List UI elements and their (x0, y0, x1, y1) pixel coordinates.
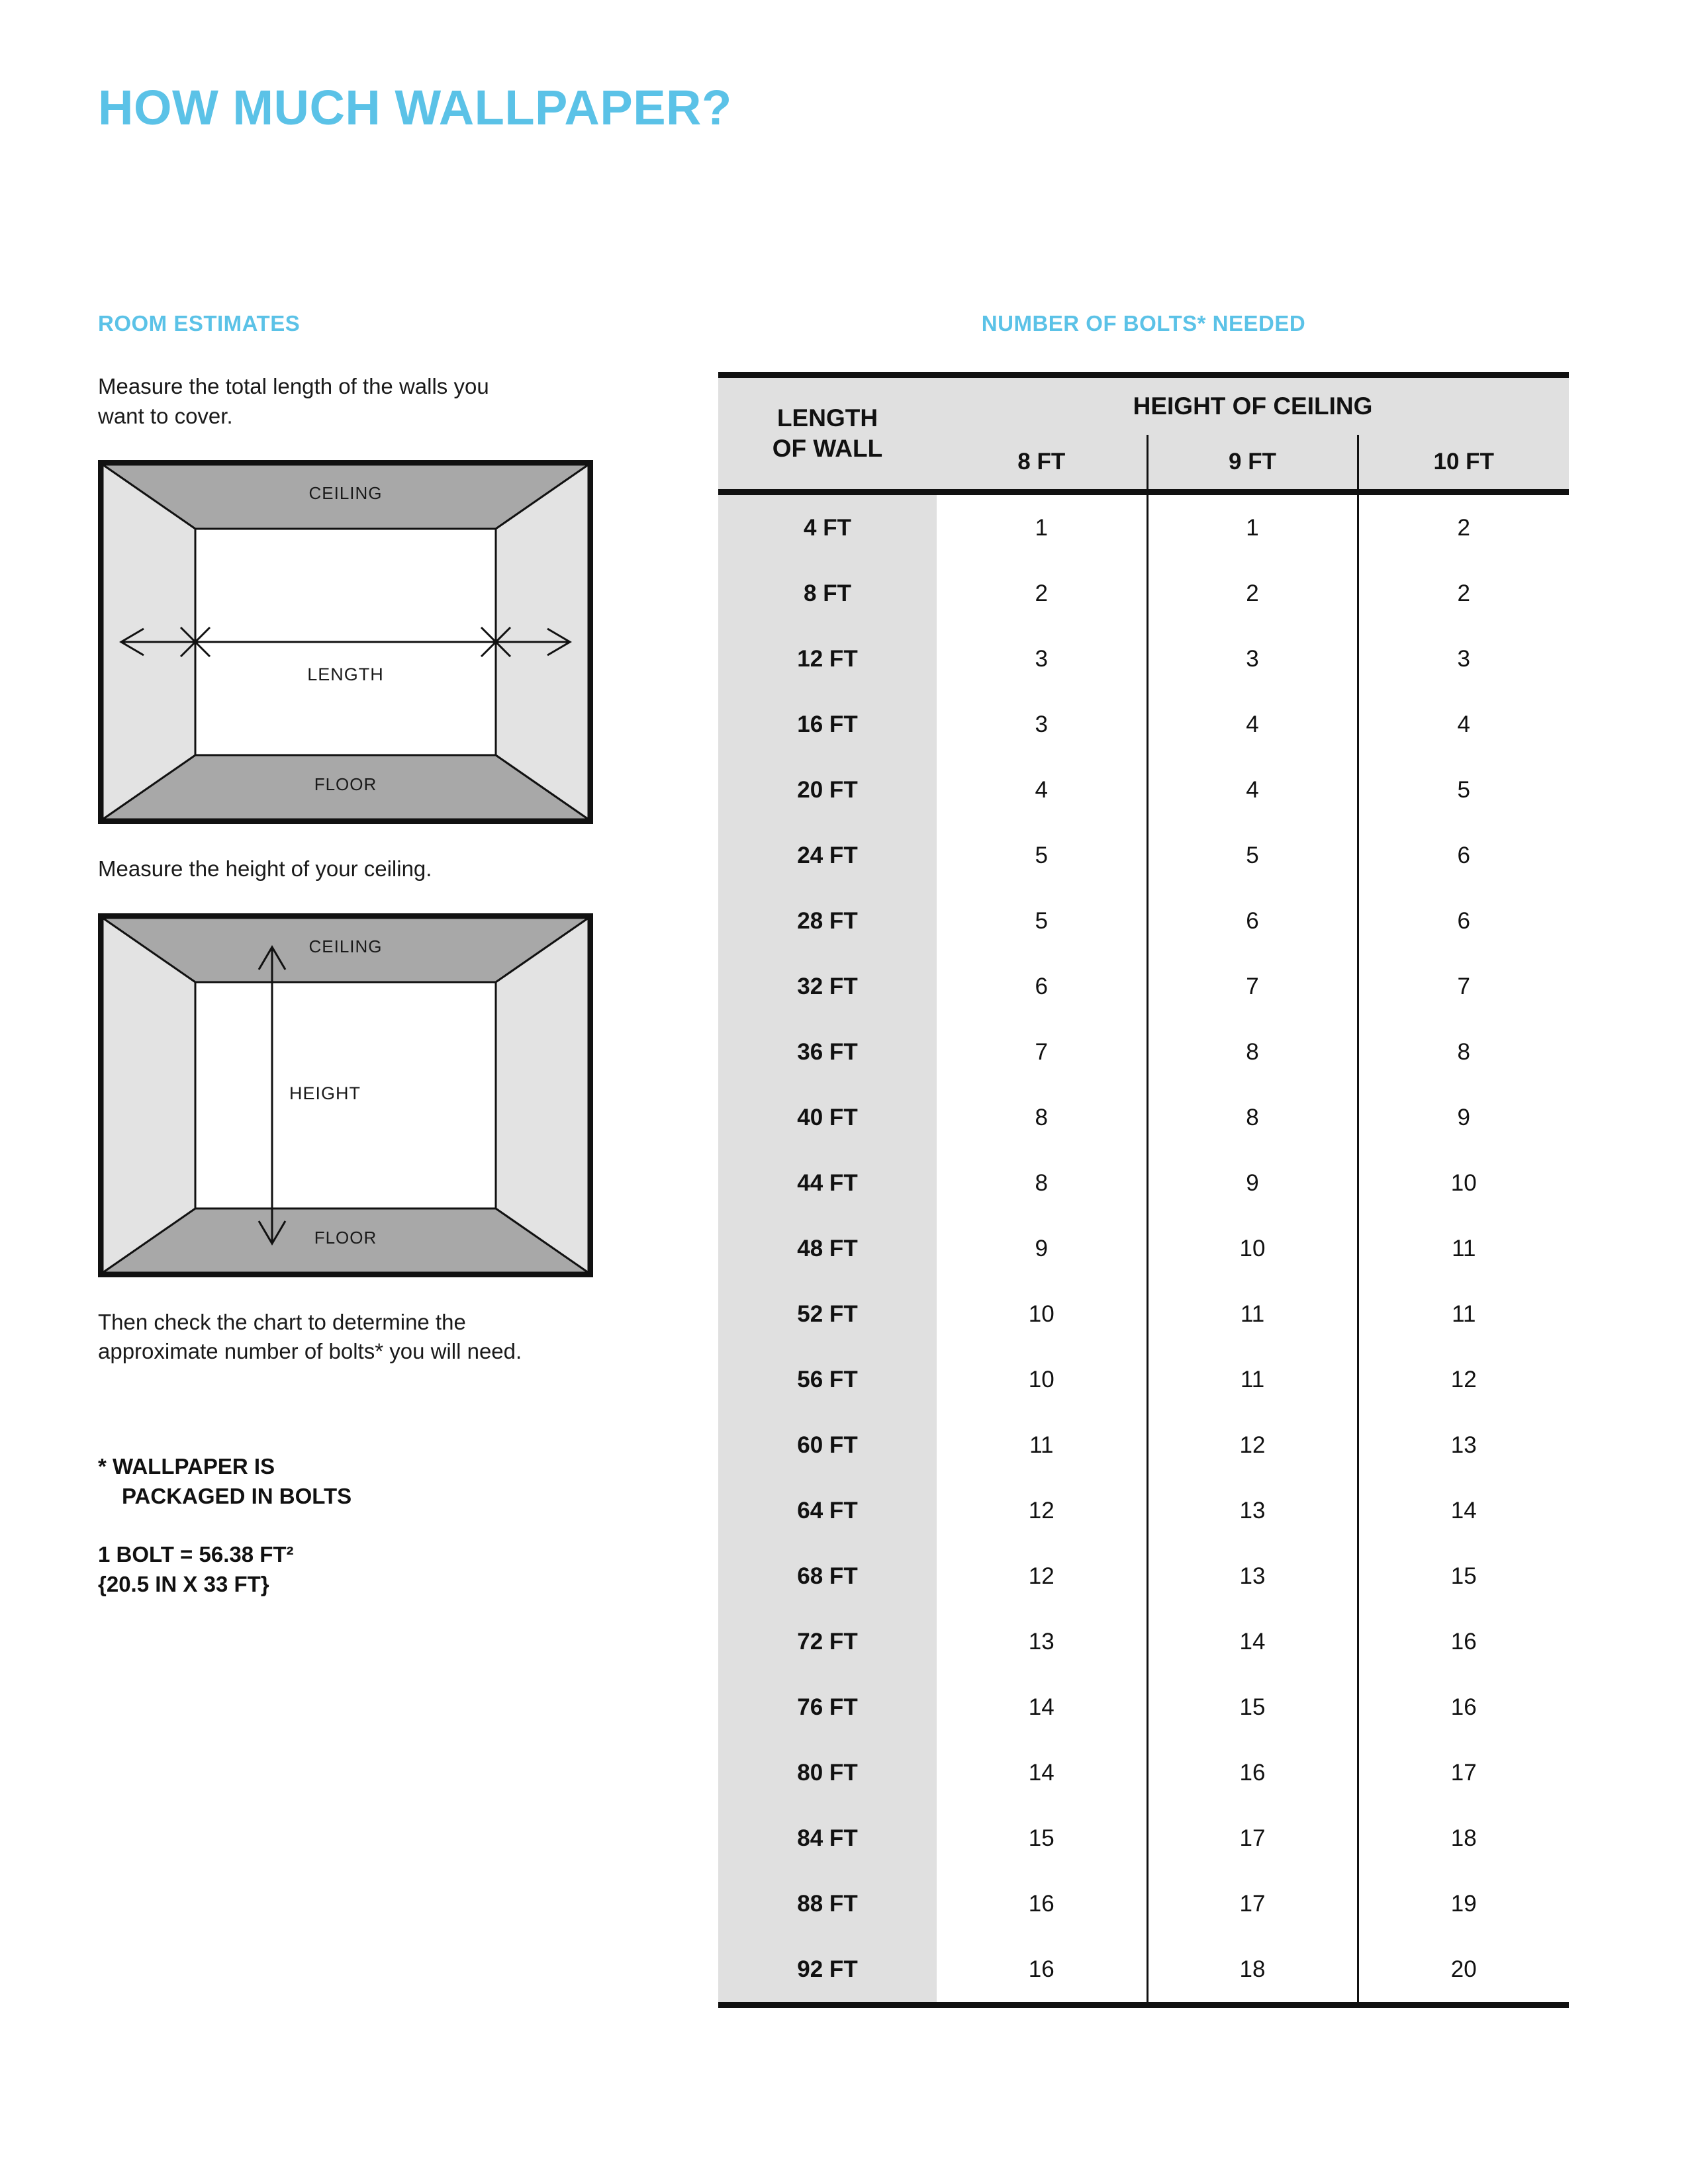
cell-9ft: 7 (1147, 954, 1358, 1019)
row-length: 52 FT (718, 1281, 937, 1347)
row-length: 76 FT (718, 1674, 937, 1740)
cell-8ft: 10 (1028, 1300, 1055, 1327)
table-row (718, 1609, 1569, 1674)
cell-10ft: 12 (1358, 1347, 1569, 1412)
cell-8ft: 1 (1035, 514, 1048, 541)
cell-10ft: 15 (1358, 1543, 1569, 1609)
row-length: 48 FT (718, 1216, 937, 1281)
cell-8ft: 5 (1035, 907, 1048, 934)
cell-9ft: 14 (1147, 1609, 1358, 1674)
cell-8ft: 8 (1035, 1104, 1048, 1130)
cell-10ft: 11 (1358, 1281, 1569, 1347)
cell-10ft: 6 (1358, 823, 1569, 888)
cell-10ft: 10 (1358, 1150, 1569, 1216)
row-length: 44 FT (718, 1150, 937, 1216)
table-row (718, 823, 1569, 888)
cell-8ft: 9 (1035, 1235, 1048, 1261)
row-length: 8 FT (718, 561, 937, 626)
cell-8ft: 13 (1028, 1628, 1055, 1655)
row-length: 72 FT (718, 1609, 937, 1674)
cell-8ft: 16 (1028, 1956, 1055, 1982)
cell-10ft: 14 (1358, 1478, 1569, 1543)
bolt-size-line-1: 1 BOLT = 56.38 FT² (98, 1541, 294, 1567)
cell-9ft: 15 (1147, 1674, 1358, 1740)
diagram-height-measure-label: HEIGHT (289, 1083, 361, 1103)
diagram-length-floor-label: FLOOR (314, 774, 377, 795)
instruction-paragraph-2: Measure the height of your ceiling. (98, 856, 432, 882)
cell-9ft: 8 (1147, 1085, 1358, 1150)
column-header-10ft: 10 FT (1358, 435, 1569, 492)
cell-10ft: 20 (1358, 1936, 1569, 2005)
cell-8ft: 3 (1035, 645, 1048, 672)
cell-8ft: 14 (1028, 1759, 1055, 1786)
table-row (718, 1412, 1569, 1478)
cell-9ft: 16 (1147, 1740, 1358, 1805)
cell-8ft: 10 (1028, 1366, 1055, 1392)
column-header-9ft: 9 FT (1147, 435, 1358, 492)
cell-10ft: 2 (1358, 561, 1569, 626)
row-length: 60 FT (718, 1412, 937, 1478)
row-length: 4 FT (718, 492, 937, 561)
section-heading-room-estimates: ROOM ESTIMATES (98, 311, 301, 336)
length-header-line2: OF WALL (772, 435, 883, 462)
row-length: 16 FT (718, 692, 937, 757)
bolts-table-section (718, 311, 1569, 2008)
cell-9ft: 11 (1147, 1281, 1358, 1347)
row-length: 92 FT (718, 1936, 937, 2005)
cell-9ft: 4 (1147, 757, 1358, 823)
row-length: 24 FT (718, 823, 937, 888)
cell-10ft: 13 (1358, 1412, 1569, 1478)
cell-9ft: 5 (1147, 823, 1358, 888)
cell-9ft: 3 (1147, 626, 1358, 692)
table-row (718, 1478, 1569, 1543)
row-length: 12 FT (718, 626, 937, 692)
row-length: 88 FT (718, 1871, 937, 1936)
height-of-ceiling-header: HEIGHT OF CEILING (937, 375, 1569, 435)
cell-9ft: 12 (1147, 1412, 1358, 1478)
room-diagram-length-svg (103, 465, 588, 819)
cell-10ft: 16 (1358, 1674, 1569, 1740)
cell-10ft: 8 (1358, 1019, 1569, 1085)
table-heading: NUMBER OF BOLTS* NEEDED (981, 311, 1306, 336)
diagram-height-ceiling-label: CEILING (308, 936, 383, 956)
table-row (718, 1740, 1569, 1805)
cell-9ft: 13 (1147, 1543, 1358, 1609)
cell-10ft: 17 (1358, 1740, 1569, 1805)
table-row (718, 1085, 1569, 1150)
length-of-wall-header (718, 375, 937, 492)
cell-10ft: 7 (1358, 954, 1569, 1019)
table-row (718, 1543, 1569, 1609)
table-row (718, 1674, 1569, 1740)
row-length: 84 FT (718, 1805, 937, 1871)
row-length: 56 FT (718, 1347, 937, 1412)
cell-9ft: 1 (1147, 492, 1358, 561)
table-row (718, 1347, 1569, 1412)
row-length: 68 FT (718, 1543, 937, 1609)
row-length: 20 FT (718, 757, 937, 823)
cell-9ft: 4 (1147, 692, 1358, 757)
diagram-length-measure-label: LENGTH (307, 664, 384, 685)
diagram-length-ceiling-label: CEILING (308, 483, 383, 504)
page-title: HOW MUCH WALLPAPER? (98, 80, 732, 135)
cell-9ft: 17 (1147, 1871, 1358, 1936)
row-length: 28 FT (718, 888, 937, 954)
cell-8ft: 16 (1028, 1890, 1055, 1917)
cell-9ft: 18 (1147, 1936, 1358, 2005)
row-length: 80 FT (718, 1740, 937, 1805)
cell-8ft: 5 (1035, 842, 1048, 868)
row-length: 64 FT (718, 1478, 937, 1543)
table-row (718, 626, 1569, 692)
row-length: 32 FT (718, 954, 937, 1019)
cell-10ft: 9 (1358, 1085, 1569, 1150)
table-row (718, 888, 1569, 954)
cell-10ft: 6 (1358, 888, 1569, 954)
cell-8ft: 15 (1028, 1825, 1055, 1851)
cell-10ft: 5 (1358, 757, 1569, 823)
cell-10ft: 11 (1358, 1216, 1569, 1281)
cell-10ft: 4 (1358, 692, 1569, 757)
footnote-line-1: * WALLPAPER IS (98, 1453, 275, 1479)
cell-8ft: 8 (1035, 1169, 1048, 1196)
table-row (718, 757, 1569, 823)
room-diagram-height (98, 913, 593, 1277)
cell-9ft: 9 (1147, 1150, 1358, 1216)
length-header-line1: LENGTH (776, 404, 878, 432)
cell-9ft: 17 (1147, 1805, 1358, 1871)
cell-8ft: 4 (1035, 776, 1048, 803)
table-row (718, 1216, 1569, 1281)
table-row (718, 561, 1569, 626)
row-length: 40 FT (718, 1085, 937, 1150)
cell-9ft: 13 (1147, 1478, 1358, 1543)
cell-8ft: 14 (1028, 1694, 1055, 1720)
cell-10ft: 19 (1358, 1871, 1569, 1936)
table-row (718, 492, 1569, 561)
cell-10ft: 2 (1358, 492, 1569, 561)
diagram-height-floor-label: FLOOR (314, 1227, 377, 1248)
cell-10ft: 16 (1358, 1609, 1569, 1674)
footnote-line-2: PACKAGED IN BOLTS (122, 1484, 352, 1509)
instruction-paragraph-1: Measure the total length of the walls you want to cover. (98, 374, 489, 428)
room-estimates-section (98, 311, 628, 1600)
cell-8ft: 12 (1028, 1497, 1055, 1524)
cell-8ft: 11 (1029, 1432, 1054, 1458)
cell-9ft: 11 (1147, 1347, 1358, 1412)
table-row (718, 692, 1569, 757)
bolts-table (718, 372, 1569, 2008)
cell-9ft: 6 (1147, 888, 1358, 954)
table-row (718, 1019, 1569, 1085)
cell-10ft: 18 (1358, 1805, 1569, 1871)
table-row (718, 1805, 1569, 1871)
table-row (718, 1281, 1569, 1347)
table-row (718, 1936, 1569, 2005)
cell-8ft: 2 (1035, 580, 1048, 606)
table-row (718, 954, 1569, 1019)
table-row (718, 1150, 1569, 1216)
cell-9ft: 8 (1147, 1019, 1358, 1085)
bolt-size-line-2: {20.5 IN X 33 FT} (98, 1572, 269, 1597)
cell-9ft: 10 (1147, 1216, 1358, 1281)
cell-10ft: 3 (1358, 626, 1569, 692)
cell-9ft: 2 (1147, 561, 1358, 626)
cell-8ft: 12 (1028, 1563, 1055, 1589)
room-diagram-length (98, 460, 593, 824)
cell-8ft: 7 (1035, 1038, 1048, 1065)
cell-8ft: 6 (1035, 973, 1048, 999)
row-length: 36 FT (718, 1019, 937, 1085)
table-row (718, 1871, 1569, 1936)
instruction-paragraph-3: Then check the chart to determine the approximate number of bolts* you will need. (98, 1309, 522, 1364)
cell-8ft: 3 (1035, 711, 1048, 737)
table-header-row-1 (718, 375, 1569, 435)
column-header-8ft: 8 FT (937, 435, 1147, 492)
